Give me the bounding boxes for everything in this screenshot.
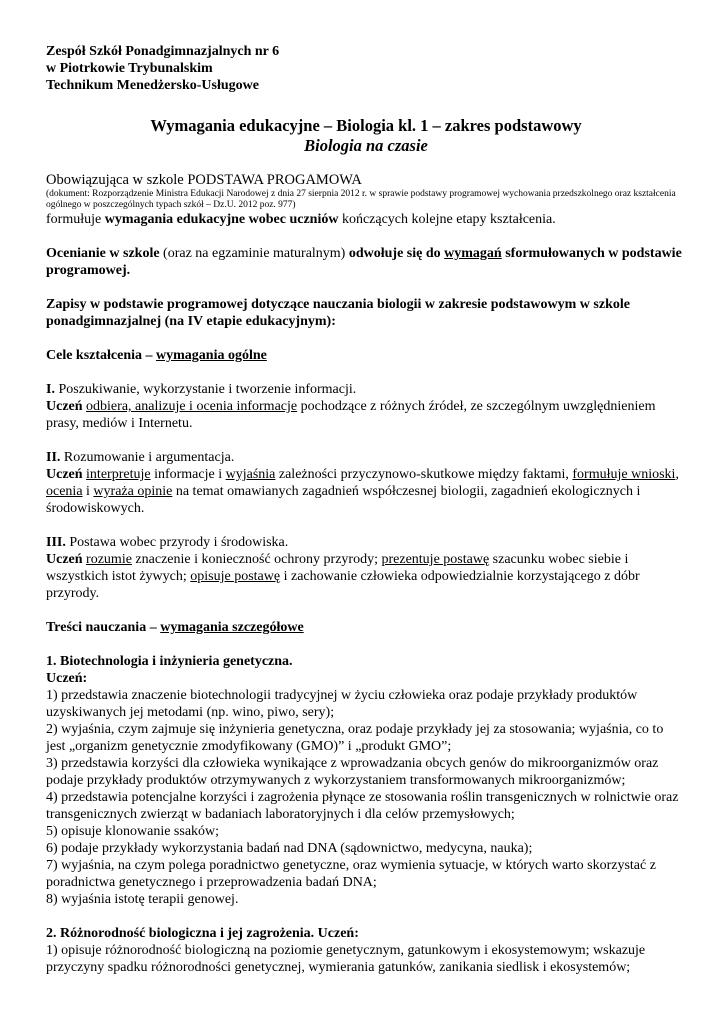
- school-type: Technikum Menedżersko-Usługowe: [46, 78, 259, 93]
- goal1-rest: pochodzące z różnych źródeł, ze szczególnym uwzględnieniem prasy, mediów i Internetu.: [46, 399, 656, 431]
- goal2-v4: ocenia: [46, 484, 83, 499]
- goal2-v1: interpretuje: [86, 467, 151, 482]
- goal3-v2: prezentuje postawę: [381, 552, 490, 567]
- goal3-num: III.: [46, 535, 66, 550]
- list-item: 2) wyjaśnia, czym zajmuje się inżynieria genetyczna, oraz podaje przykłady jej za stosowania; wyjaśnia, co to jest „organizm genetycznie zmodyfikowany (GMO)” i „produkt GMO”;: [46, 722, 664, 754]
- goal3-u: Uczeń: [46, 552, 83, 567]
- goal3-t1: znaczenie i konieczność ochrony przyrody;: [131, 552, 382, 567]
- intro-f3: kończących kolejne etapy kształcenia.: [338, 212, 556, 227]
- list-item: 4) przedstawia potencjalne korzyści i zagrożenia płynące ze stosowania roślin transgenicznych w rolnictwie oraz transgenicznych zwierząt w badaniach laboratoryjnych i dla celów przemysłowych;: [46, 790, 679, 822]
- goal1-v: odbiera, analizuje i ocenia informacje: [86, 399, 298, 414]
- intro-f1: formułuje: [46, 212, 105, 227]
- goal1-title: Poszukiwanie, wykorzystanie i tworzenie informacji.: [54, 382, 357, 397]
- cele-b: wymagania ogólne: [156, 348, 267, 363]
- goal2-v3: formułuje wnioski: [572, 467, 676, 482]
- goal2-t3: ,: [675, 467, 679, 482]
- goal-3: [46, 534, 686, 602]
- goal2-t5: na temat omawianych zagadnień współczesnej biologii, zagadnień ekologicznych i środowiskowych.: [46, 484, 641, 516]
- goal1-num: I.: [46, 382, 55, 397]
- section2-title: 2. Różnorodność biologiczna i jej zagrożenia. Uczeń:: [46, 926, 359, 941]
- goal3-title: Postawa wobec przyrody i środowiska.: [65, 535, 289, 550]
- ocenianie-e: sformułowanych w podstawie programowej.: [46, 246, 682, 278]
- ocenianie-paragraph: [46, 245, 686, 279]
- intro-note: (dokument: Rozporządzenie Ministra Edukacji Narodowej z dnia 27 sierpnia 2012 r. w sprawie podstawy programowej wychowania przedszkolnego oraz kształcenia ogólnego w poszczególnych typach szkół – Dz.U. 2012 poz. 977): [46, 189, 676, 210]
- tresci-heading: [46, 619, 686, 636]
- goal2-t4: i: [82, 484, 94, 499]
- school-name: Zespół Szkół Ponadgimnazjalnych nr 6: [46, 44, 280, 59]
- goal2-v2: wyjaśnia: [225, 467, 276, 482]
- cele-heading: [46, 347, 686, 364]
- tresci-a: Treści nauczania –: [46, 620, 161, 635]
- zapisy-heading: Zapisy w podstawie programowej dotyczące nauczania biologii w zakresie podstawowym w szkole ponadgimnazjalnej (na IV etapie edukacyjnym):: [46, 297, 630, 329]
- school-header: [46, 43, 686, 94]
- goal-2: [46, 449, 686, 517]
- list-item: 1) opisuje różnorodność biologiczną na poziomie genetycznym, gatunkowym i ekosystemowym; wskazuje przyczyny spadku różnorodności genetycznej, wymierania gatunków, zanikania siedlisk i ekosystemów;: [46, 943, 646, 975]
- document-subtitle: Biologia na czasie: [304, 136, 428, 155]
- list-item: 6) podaje przykłady wykorzystania badań nad DNA (sądownictwo, medycyna, nauka);: [46, 841, 533, 856]
- goal3-t2: szacunku wobec siebie i wszystkich istot żywych;: [46, 552, 629, 584]
- goal-1: [46, 381, 686, 432]
- goal2-t2: zależności przyczynowo-skutkowe między faktami,: [275, 467, 573, 482]
- goal2-title: Rozumowanie i argumentacja.: [60, 450, 235, 465]
- goal3-v1: rozumie: [86, 552, 132, 567]
- document-page: [46, 43, 686, 976]
- ocenianie-c: odwołuje się do: [348, 246, 445, 261]
- list-item: 8) wyjaśnia istotę terapii genowej.: [46, 892, 239, 907]
- goal3-t3: i zachowanie człowieka odpowiedzialnie korzystającego z dóbr przyrody.: [46, 569, 640, 601]
- section-1: [46, 653, 686, 908]
- intro-block: [46, 172, 686, 228]
- goal2-num: II.: [46, 450, 61, 465]
- tresci-b: wymagania szczegółowe: [160, 620, 304, 635]
- section1-title: 1. Biotechnologia i inżynieria genetyczna.: [46, 654, 293, 669]
- ocenianie-b: (oraz na egzaminie maturalnym): [159, 246, 349, 261]
- list-item: 7) wyjaśnia, na czym polega poradnictwo genetyczne, oraz wymienia sytuacje, w których warto skorzystać z poradnictwa genetycznego i przeprowadzenia badań DNA;: [46, 858, 656, 890]
- cele-a: Cele kształcenia –: [46, 348, 157, 363]
- ocenianie-a: Ocenianie w szkole: [46, 246, 160, 261]
- intro-f2: wymagania edukacyjne wobec uczniów: [104, 212, 339, 227]
- intro-formula: [46, 211, 686, 228]
- ocenianie-d: wymagań: [444, 246, 502, 261]
- goal2-v5: wyraża opinie: [93, 484, 173, 499]
- list-item: 1) przedstawia znaczenie biotechnologii tradycyjnej w życiu człowieka oraz podaje przykłady produktów uzyskiwanych jej metodami (np. wino, piwo, sery);: [46, 688, 638, 720]
- section-2: [46, 925, 686, 976]
- list-item: 3) przedstawia korzyści dla człowieka wynikające z wprowadzania obcych genów do mikroorganizmów oraz podaje przykłady produktów otrzymywanych z wykorzystaniem transformowanych mikroorganizmów;: [46, 756, 659, 788]
- goal2-u: Uczeń: [46, 467, 83, 482]
- goal1-u: Uczeń: [46, 399, 83, 414]
- document-title: Wymagania edukacyjne – Biologia kl. 1 – zakres podstawowy: [150, 116, 582, 135]
- list-item: 5) opisuje klonowanie ssaków;: [46, 824, 220, 839]
- section1-uczen: Uczeń:: [46, 671, 88, 686]
- goal3-v3: opisuje postawę: [190, 569, 281, 584]
- school-city: w Piotrkowie Trybunalskim: [46, 61, 213, 76]
- intro-lead: Obowiązująca w szkole PODSTAWA PROGAMOWA: [46, 172, 362, 188]
- goal2-t1: informacje i: [150, 467, 226, 482]
